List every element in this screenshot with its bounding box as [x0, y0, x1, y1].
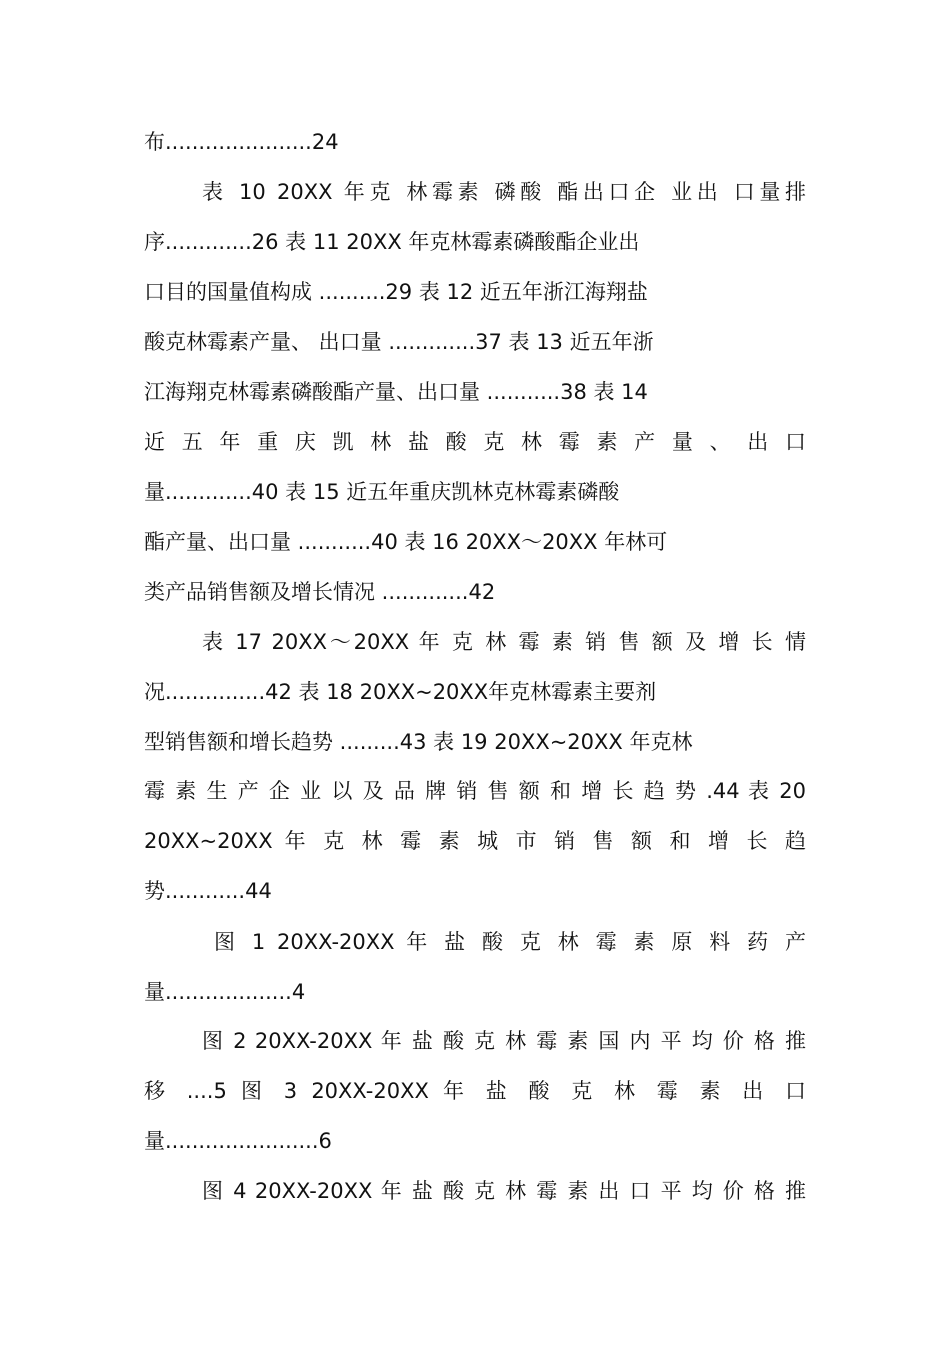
- toc-line-3: 序.............26 表 11 20XX 年克林霉素磷酸酯企业出: [144, 230, 640, 254]
- toc-line-10: 类产品销售额及增长情况 .............42: [144, 580, 496, 604]
- toc-line-18: 量...................4: [144, 980, 306, 1004]
- toc-line-14: 霉 素 生 产 企 业 以 及 品 牌 销 售 额 和 增 长 趋 势 .44 表 20: [144, 779, 806, 803]
- toc-line-13: 型销售额和增长趋势 .........43 表 19 20XX~20XX 年克林: [144, 730, 693, 754]
- toc-line-4: 口目的国量值构成 ..........29 表 12 近五年浙江海翔盐: [144, 280, 648, 304]
- toc-line-19: 图 2 20XX-20XX 年 盐 酸 克 林 霉 素 国 内 平 均 价 格 推: [202, 1029, 806, 1053]
- toc-line-1: 布......................24: [144, 130, 339, 154]
- toc-line-22: 图 4 20XX-20XX 年 盐 酸 克 林 霉 素 出 口 平 均 价 格 推: [202, 1179, 806, 1203]
- toc-line-5: 酸克林霉素产量、 出口量 .............37 表 13 近五年浙: [144, 330, 654, 354]
- toc-line-21: 量.......................6: [144, 1129, 332, 1153]
- toc-line-11: 表 17 20XX～20XX 年 克 林 霉 素 销 售 额 及 增 长 情: [202, 630, 806, 654]
- toc-line-17: 图 1 20XX-20XX 年 盐 酸 克 林 霉 素 原 料 药 产: [214, 930, 806, 954]
- toc-line-7: 近 五 年 重 庆 凯 林 盐 酸 克 林 霉 素 产 量 、 出 口: [144, 430, 806, 454]
- toc-line-2: 表 10 20XX 年克 林霉素 磷酸 酯出口企 业出 口量排: [202, 180, 806, 204]
- toc-line-6: 江海翔克林霉素磷酸酯产量、出口量 ...........38 表 14: [144, 380, 648, 404]
- toc-line-20: 移 ....5 图 3 20XX-20XX 年 盐 酸 克 林 霉 素 出 口: [144, 1079, 806, 1103]
- toc-line-15: 20XX~20XX 年 克 林 霉 素 城 市 销 售 额 和 增 长 趋: [144, 829, 806, 853]
- toc-line-16: 势............44: [144, 879, 272, 903]
- toc-line-12: 况...............42 表 18 20XX~20XX年克林霉素主要剂: [144, 680, 657, 704]
- toc-line-8: 量.............40 表 15 近五年重庆凯林克林霉素磷酸: [144, 480, 620, 504]
- toc-line-9: 酯产量、出口量 ...........40 表 16 20XX～20XX 年林可: [144, 530, 668, 554]
